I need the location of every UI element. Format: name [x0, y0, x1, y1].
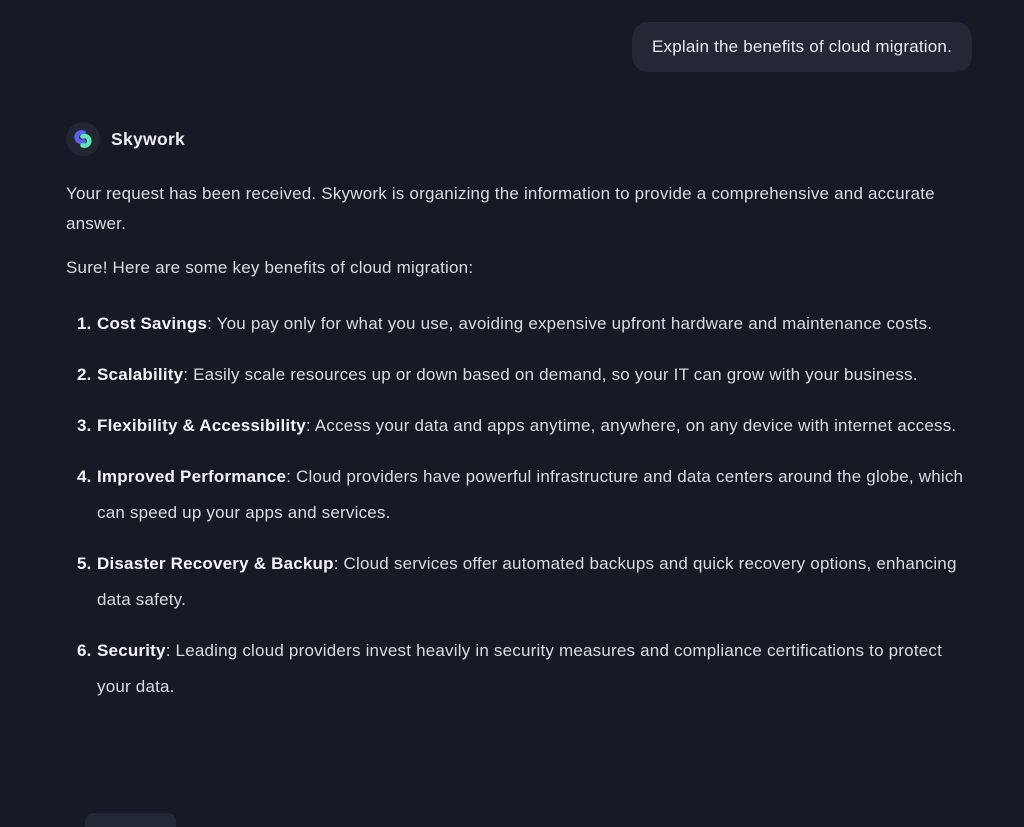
assistant-message — [66, 122, 970, 705]
benefit-number: 2. — [77, 365, 92, 384]
benefit-number: 3. — [77, 416, 92, 435]
benefit-title: Disaster Recovery & Backup — [97, 554, 334, 573]
intro-paragraph: Your request has been received. Skywork is organizing the information to provide a comprehensive and accurate answer. — [66, 184, 935, 233]
benefit-item-scalability — [66, 357, 970, 393]
benefit-description: : Cloud providers have powerful infrastructure and data centers around the globe, which can speed up your apps and services. — [97, 467, 964, 522]
benefits-list — [66, 306, 970, 705]
benefit-title: Scalability — [97, 365, 184, 384]
benefit-item-flexibility-accessibility — [66, 408, 970, 444]
benefit-title: Improved Performance — [97, 467, 287, 486]
user-message-bubble — [632, 22, 972, 72]
benefit-item-security — [66, 633, 970, 705]
partial-bottom-button[interactable] — [85, 813, 176, 827]
benefit-number: 1. — [77, 314, 92, 333]
benefit-title: Flexibility & Accessibility — [97, 416, 306, 435]
benefit-number: 6. — [77, 641, 92, 660]
user-message-text: Explain the benefits of cloud migration. — [651, 37, 952, 56]
user-message-row — [0, 0, 1024, 72]
benefit-number: 4. — [77, 467, 92, 486]
skywork-logo-icon — [66, 122, 100, 156]
lead-paragraph: Sure! Here are some key benefits of cloud migration: — [66, 258, 474, 277]
benefit-description: : Cloud services offer automated backups and quick recovery options, enhancing data safety. — [97, 554, 957, 609]
benefit-item-cost-savings — [66, 306, 970, 342]
benefit-title: Security — [97, 641, 166, 660]
benefit-description: : Leading cloud providers invest heavily in security measures and compliance certifications to protect your data. — [97, 641, 943, 696]
benefit-description: : Easily scale resources up or down based on demand, so your IT can grow with your business. — [183, 365, 918, 384]
benefit-item-improved-performance — [66, 459, 970, 531]
benefit-number: 5. — [77, 554, 92, 573]
assistant-header — [66, 122, 970, 156]
benefit-description: : You pay only for what you use, avoiding expensive upfront hardware and maintenance costs. — [207, 314, 933, 333]
benefit-item-disaster-recovery-backup — [66, 546, 970, 618]
benefit-title: Cost Savings — [97, 314, 208, 333]
benefit-description: : Access your data and apps anytime, anywhere, on any device with internet access. — [305, 416, 957, 435]
assistant-name: Skywork — [111, 128, 186, 149]
